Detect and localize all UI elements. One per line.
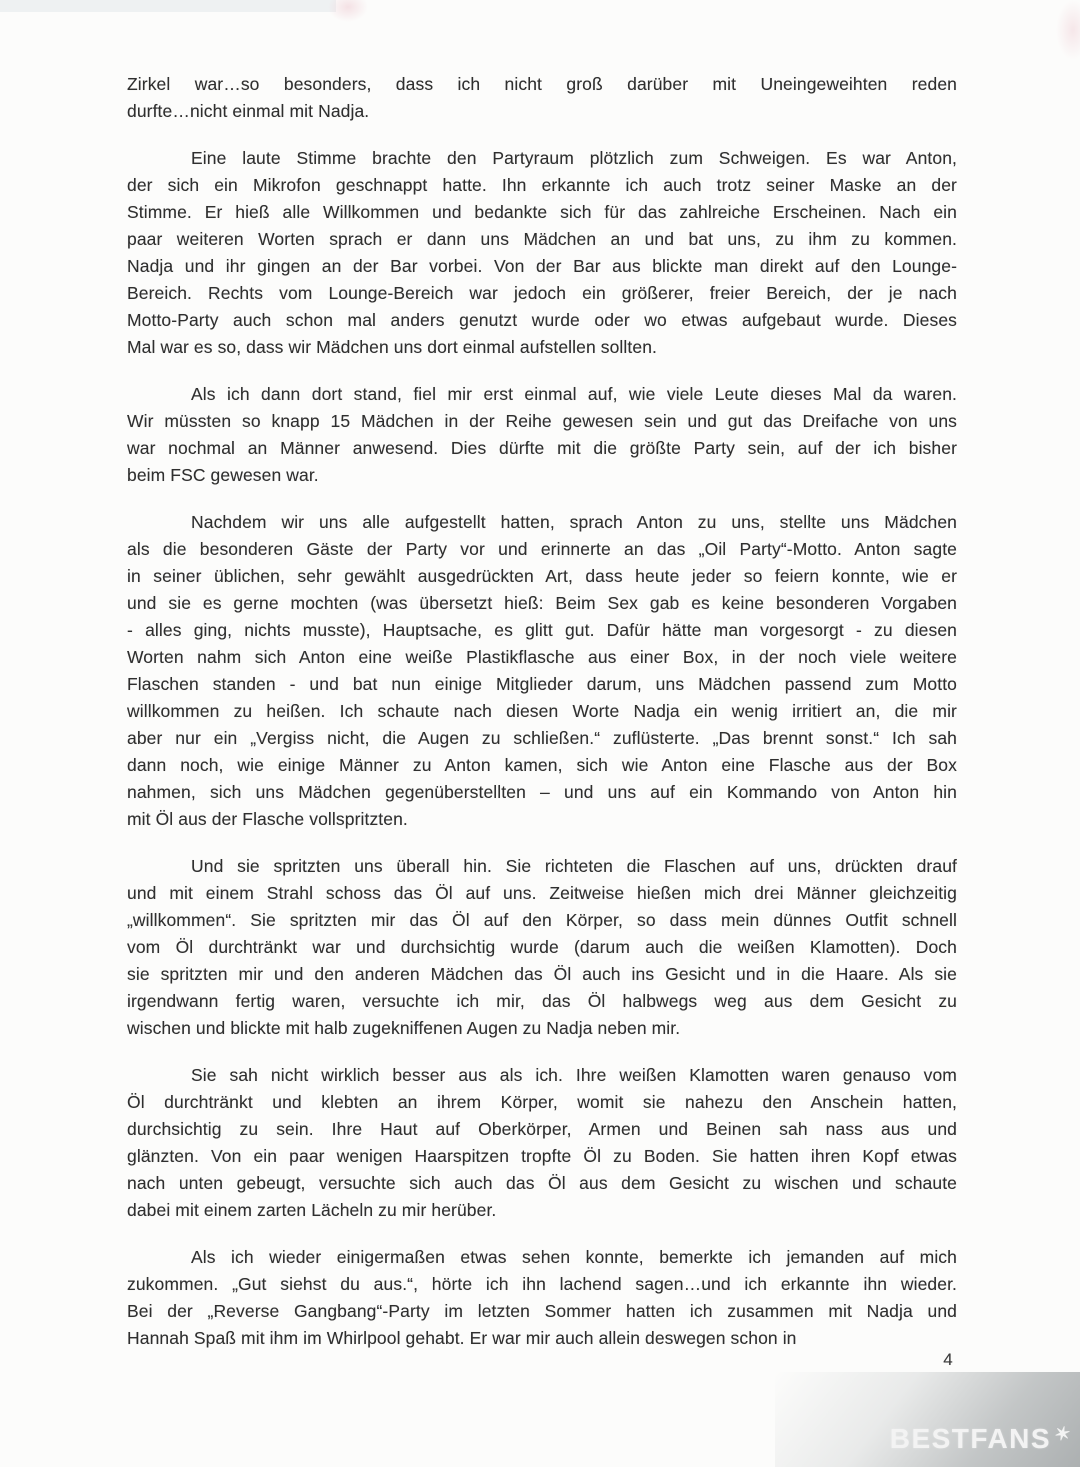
text-line: dann noch, wie einige Männer zu Anton kamen, sich wie Anton eine Flasche aus der Box: [127, 755, 957, 775]
text-line: Nadja und ihr gingen an der Bar vorbei. Von der Bar aus blickte man direkt auf den Lounge-: [127, 256, 957, 276]
text-line: willkommen zu heißen. Ich schaute nach diesen Worte Nadja ein wenig irritiert an, die mir: [127, 701, 957, 721]
text-line: glänzten. Von ein paar wenigen Haarspitzen tropfte Öl zu Boden. Sie hatten ihren Kopf etwas: [127, 1146, 957, 1166]
text-line: nach unten gebeugt, versuchte sich auch das Öl aus dem Gesicht zu wischen und schaute: [127, 1173, 957, 1193]
watermark: [775, 1372, 1080, 1467]
text-line: dabei mit einem zarten Lächeln zu mir herüber.: [127, 1200, 497, 1220]
text-line: nahmen, sich uns Mädchen gegenüberstellten – und uns auf ein Kommando von Anton hin: [127, 782, 957, 802]
text-line: wischen und blickte mit halb zugekniffenen Augen zu Nadja neben mir.: [127, 1018, 681, 1038]
text-line: Nachdem wir uns alle aufgestellt hatten, sprach Anton zu uns, stellte uns Mädchen: [191, 512, 957, 532]
watermark-brand: BESTFANS: [889, 1423, 1052, 1454]
text-line: Mal war es so, dass wir Mädchen uns dort einmal aufstellen sollten.: [127, 337, 657, 357]
text-line: Sie sah nicht wirklich besser aus als ich. Ihre weißen Klamotten waren genauso vom: [191, 1065, 957, 1085]
text-line: zukommen. „Gut siehst du aus.“, hörte ich ihn lachend sagen…und ich erkannte ihn wieder.: [127, 1274, 957, 1294]
text-line: und mit einem Strahl schoss das Öl auf uns. Zeitweise hießen mich drei Männer gleichzeitig: [127, 883, 957, 903]
page-number: 4: [943, 1350, 953, 1369]
paragraph: [127, 1062, 957, 1224]
text-line: mit Öl aus der Flasche vollspritzten.: [127, 809, 408, 829]
text-line: Als ich dann dort stand, fiel mir erst einmal auf, wie viele Leute dieses Mal da waren.: [191, 384, 957, 404]
text-line: - alles ging, nichts musste), Hauptsache, es glitt gut. Dafür hätte man vorgesorgt - zu diesen: [127, 620, 957, 640]
paragraph: [127, 509, 957, 833]
text-line: irgendwann fertig waren, versuchte ich mir, das Öl halbwegs weg aus dem Gesicht zu: [127, 991, 957, 1011]
text-line: Eine laute Stimme brachte den Partyraum plötzlich zum Schweigen. Es war Anton,: [191, 148, 957, 168]
text-line: beim FSC gewesen war.: [127, 465, 319, 485]
text-line: Bereich. Rechts vom Lounge-Bereich war jedoch ein größerer, freier Bereich, der je nach: [127, 283, 957, 303]
text-line: Stimme. Er hieß alle Willkommen und bedankte sich für das zahlreiche Erscheinen. Nach ein: [127, 202, 957, 222]
text-line: und sie es gerne mochten (was übersetzt hieß: Beim Sex gab es keine besonderen Vorgaben: [127, 593, 957, 613]
text-line: Bei der „Reverse Gangbang“-Party im letzten Sommer hatten ich zusammen mit Nadja und: [127, 1301, 957, 1321]
text-line: Und sie spritzten uns überall hin. Sie richteten die Flaschen auf uns, drückten drauf: [191, 856, 957, 876]
pink-smudge-right: [1056, 0, 1080, 60]
text-line: vom Öl durchtränkt war und durchsichtig wurde (darum auch die weißen Klamotten). Doch: [127, 937, 957, 957]
text-line: durfte…nicht einmal mit Nadja.: [127, 101, 370, 121]
text-line: Motto-Party auch schon mal anders genutzt wurde oder wo etwas aufgebaut wurde. Dieses: [127, 310, 957, 330]
text-line: Zirkel war…so besonders, dass ich nicht groß darüber mit Uneingeweihten reden: [127, 74, 957, 94]
text-line: Wir müssten so knapp 15 Mädchen in der Reihe gewesen sein und gut das Dreifache von uns: [127, 411, 957, 431]
text-line: als die besonderen Gäste der Party vor und erinnerte an das „Oil Party“-Motto. Anton sagte: [127, 539, 957, 559]
text-line: Worten nahm sich Anton eine weiße Plastikflasche aus einer Box, in der noch viele weitere: [127, 647, 957, 667]
paragraph: [127, 71, 957, 125]
paragraph: [127, 1244, 957, 1352]
text-line: „willkommen“. Sie spritzten mir das Öl auf den Körper, so dass mein dünnes Outfit schnell: [127, 910, 957, 930]
paragraph: [127, 853, 957, 1042]
text-line: Flaschen standen - und bat nun einige Mitglieder darum, uns Mädchen passend zum Motto: [127, 674, 957, 694]
text-line: durchsichtig zu sein. Ihre Haut auf Oberkörper, Armen und Beinen sah nass aus und: [127, 1119, 957, 1139]
star-icon: ✶: [1051, 1422, 1073, 1447]
text-line: der sich ein Mikrofon geschnappt hatte. Ihn erkannte ich auch trotz seiner Maske an der: [127, 175, 957, 195]
text-line: paar weiteren Worten sprach er dann uns Mädchen an und bat uns, zu ihm zu kommen.: [127, 229, 957, 249]
text-line: in seiner üblichen, sehr gewählt ausgedrückten Art, dass heute jeder so feiern konnte, wie er: [127, 566, 957, 586]
document-body: [127, 71, 957, 1372]
text-line: aber nur ein „Vergiss nicht, die Augen zu schließen.“ zuflüsterte. „Das brennt sonst.“ Ich sah: [127, 728, 957, 748]
text-line: sie spritzten mir und den anderen Mädchen das Öl auch ins Gesicht und in die Haare. Als sie: [127, 964, 957, 984]
paragraph: [127, 145, 957, 361]
text-line: Öl durchtränkt und klebten an ihrem Körper, womit sie nahezu den Anschein hatten,: [127, 1092, 957, 1112]
paragraph: [127, 381, 957, 489]
text-line: war nochmal an Männer anwesend. Dies dürfte mit die größte Party sein, auf der ich bisher: [127, 438, 957, 458]
text-line: Hannah Spaß mit ihm im Whirlpool gehabt. Er war mir auch allein deswegen schon in: [127, 1328, 797, 1348]
top-strip: [0, 0, 336, 12]
text-line: Als ich wieder einigermaßen etwas sehen konnte, bemerkte ich jemanden auf mich: [191, 1247, 957, 1267]
